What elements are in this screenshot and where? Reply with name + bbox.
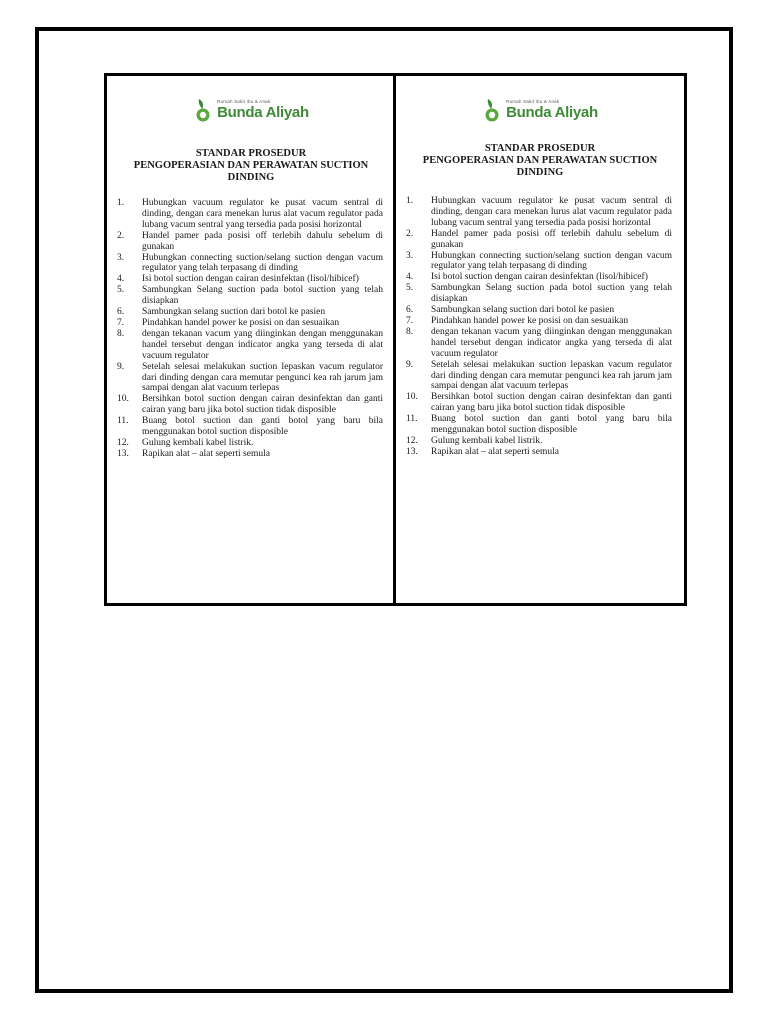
list-item: 4. Isi botol suction dengan cairan desinfektan (lisol/hibicef) [406,272,648,283]
list-item: 13. Rapikan alat – alat seperti semula [117,448,270,459]
list-item: 11. Buang botol suction dan ganti botol yang baru bila menggunakan botol suction disposible [117,416,383,438]
logo-name: Bunda Aliyah [217,103,309,121]
list-item: 12. Gulung kembali kabel listrik. [117,437,254,448]
list-item: 5. Sambungkan Selang suction pada botol suction yang telah disiapkan [406,283,672,305]
leaf-logo-icon [482,97,502,123]
list-item: 8. dengan tekanan vacum yang diinginkan dengan menggunakan handel tersebut dengan indicator angka yang terseda di alat vacuum regulator [117,328,383,361]
list-item: 11. Buang botol suction dan ganti botol yang baru bila menggunakan botol suction disposible [406,414,672,436]
list-item: 6. Sambungkan selang suction dari botol ke pasien [406,305,615,316]
hospital-logo [107,96,395,124]
list-item: 1. Hubungkan vacuum regulator ke pusat vacum sentral di dinding, dengan cara menekan lurus alat vacum regulator pada lubang vacum sentral yang tersedia pada posisi horizontal [117,198,383,230]
title-line-3: DINDING [516,167,564,178]
list-item: 4. Isi botol suction dengan cairan desinfektan (lisol/hibicef) [117,274,359,285]
steps-list [117,198,383,460]
list-item: 6. Sambungkan selang suction dari botol ke pasien [117,307,326,318]
list-item: 12. Gulung kembali kabel listrik. [406,435,543,446]
sop-card-right [393,73,687,606]
list-item: 10. Bersihkan botol suction dengan cairan desinfektan dan ganti cairan yang baru jika botol suction tidak disposible [117,394,383,416]
title-line-1: STANDAR PROSEDUR [195,148,307,159]
list-item: 3. Hubungkan connecting suction/selang suction dengan vacum regulator yang telah terpasang di dinding [117,252,383,274]
title-line-2: PENGOPERASIAN DAN PERAWATAN SUCTION [422,155,658,166]
sop-title [408,143,672,179]
steps-list [406,196,672,458]
list-item: 2. Handel pamer pada posisi off terlebih dahulu sebelum di gunakan [406,228,672,250]
logo-tagline: Rumah Sakit Ibu & Anak [217,99,271,105]
list-item: 1. Hubungkan vacuum regulator ke pusat vacum sentral di dinding, dengan cara menekan lurus alat vacum regulator pada lubang vacum sentral yang tersedia pada posisi horizontal [406,196,672,228]
list-item: 5. Sambungkan Selang suction pada botol suction yang telah disiapkan [117,285,383,307]
hospital-logo [396,96,684,124]
list-item: 2. Handel pamer pada posisi off terlebih dahulu sebelum di gunakan [117,230,383,252]
leaf-logo-icon [193,97,213,123]
list-item: 9. Setelah selesai melakukan suction lepaskan vacum regulator dari dinding dengan cara memutar pengunci kea rah jarum jam sampai dengan alat vacuum terlepas [406,359,672,392]
list-item: 8. dengan tekanan vacum yang diinginkan dengan menggunakan handel tersebut dengan indicator angka yang terseda di alat vacuum regulator [406,326,672,359]
list-item: 13. Rapikan alat – alat seperti semula [406,446,559,457]
list-item: 9. Setelah selesai melakukan suction lepaskan vacum regulator dari dinding dengan cara memutar pengunci kea rah jarum jam sampai dengan alat vacuum terlepas [117,361,383,394]
list-item: 10. Bersihkan botol suction dengan cairan desinfektan dan ganti cairan yang baru jika botol suction tidak disposible [406,392,672,414]
logo-tagline: Rumah Sakit Ibu & Anak [506,99,560,105]
list-item: 7. Pindahkan handel power ke posisi on dan sesuaikan [406,315,629,326]
title-line-2: PENGOPERASIAN DAN PERAWATAN SUCTION [133,160,369,171]
sop-card-left [104,73,398,606]
title-line-3: DINDING [227,172,275,183]
title-line-1: STANDAR PROSEDUR [484,143,596,154]
list-item: 3. Hubungkan connecting suction/selang suction dengan vacum regulator yang telah terpasang di dinding [406,250,672,272]
sop-title [119,148,383,184]
logo-name: Bunda Aliyah [506,103,598,121]
list-item: 7. Pindahkan handel power ke posisi on dan sesuaikan [117,317,340,328]
